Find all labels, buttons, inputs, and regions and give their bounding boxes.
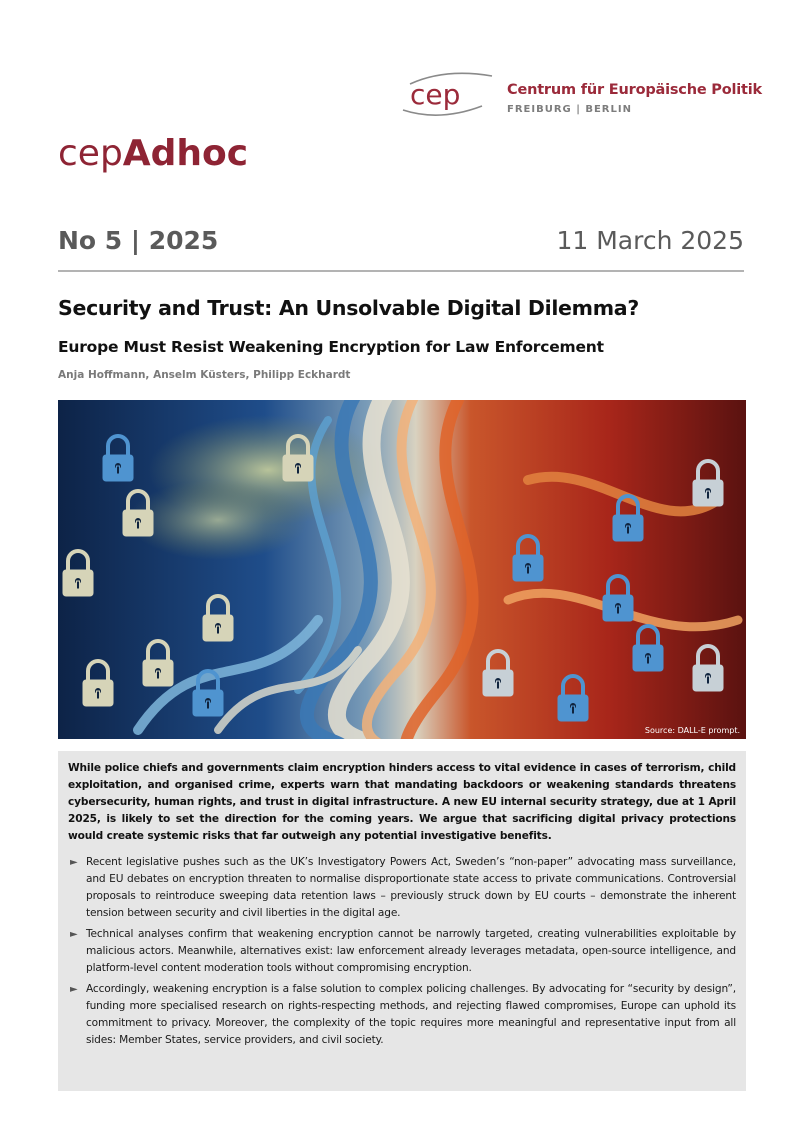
bullet-text: Recent legislative pushes such as the UK’s Investigatory Powers Act, Sweden’s “non-paper” advocating mass surveillance, and EU debates on encryption threaten to normalise disproportionate state access to private communications. Controversial proposals to reintroduce sweeping data retention laws – previously struck down by EU courts – demonstrate the inherent tension between security and civil liberties in the digital age. bbox=[86, 856, 736, 919]
bullet-text: Technical analyses confirm that weakening encryption cannot be narrowly targeted, creating vulnerabilities exploitable by malicious actors. Meanwhile, alternatives exist: law enforcement already leverages metadata, open-source intelligence, and platform-level content moderation tools without compromising encryption. bbox=[86, 928, 736, 974]
page-subtitle: Europe Must Resist Weakening Encryption for Law Enforcement bbox=[58, 338, 604, 356]
bullet-arrow-icon: ► bbox=[70, 984, 78, 995]
header-divider bbox=[58, 270, 744, 272]
series-title bbox=[58, 132, 248, 176]
issue-number: No 5 | 2025 bbox=[58, 226, 219, 255]
hero-illustration bbox=[58, 400, 746, 739]
bullet-text: Accordingly, weakening encryption is a false solution to complex policing challenges. By advocating for “security by design”, funding more specialised research on rights-respecting methods, and rejecting flawed compromises, Europe can uphold its commitment to privacy. Moreover, the complexity of the topic requires more meaningful and representative input from all sides: Member States, service providers, and civil society. bbox=[86, 983, 736, 1046]
list-item bbox=[68, 854, 736, 922]
series-title-part2: Adhoc bbox=[122, 133, 249, 174]
series-title-part1: cep bbox=[58, 133, 123, 174]
summary-lead: While police chiefs and governments claim encryption hinders access to vital evidence in cases of terrorism, child exploitation, and organised crime, experts warn that mandating backdoors or weakening standards threatens cybersecurity, human rights, and trust in digital infrastructure. A new EU internal security strategy, due at 1 April 2025, is likely to set the direction for the coming years. We argue that sacrificing digital privacy protections would create systemic risks that far outweigh any potential investigative benefits. bbox=[68, 762, 736, 842]
organization-locations: FREIBURG | BERLIN bbox=[507, 104, 632, 115]
list-item bbox=[68, 926, 736, 977]
summary-box bbox=[58, 751, 746, 1091]
publication-date: 11 March 2025 bbox=[556, 226, 744, 255]
image-credit: Source: DALL-E prompt. bbox=[644, 726, 740, 735]
list-item bbox=[68, 981, 736, 1049]
svg-text:cep: cep bbox=[410, 78, 461, 111]
bullet-arrow-icon: ► bbox=[70, 929, 78, 940]
hero-image bbox=[58, 400, 746, 739]
cep-logo bbox=[400, 66, 762, 126]
cep-logo-mark bbox=[400, 66, 495, 118]
organization-name: Centrum für Europäische Politik bbox=[507, 82, 762, 98]
authors: Anja Hoffmann, Anselm Küsters, Philipp Eckhardt bbox=[58, 369, 351, 381]
bullet-arrow-icon: ► bbox=[70, 857, 78, 868]
key-points-list bbox=[68, 854, 736, 1049]
page-title: Security and Trust: An Unsolvable Digital Dilemma? bbox=[58, 296, 639, 320]
